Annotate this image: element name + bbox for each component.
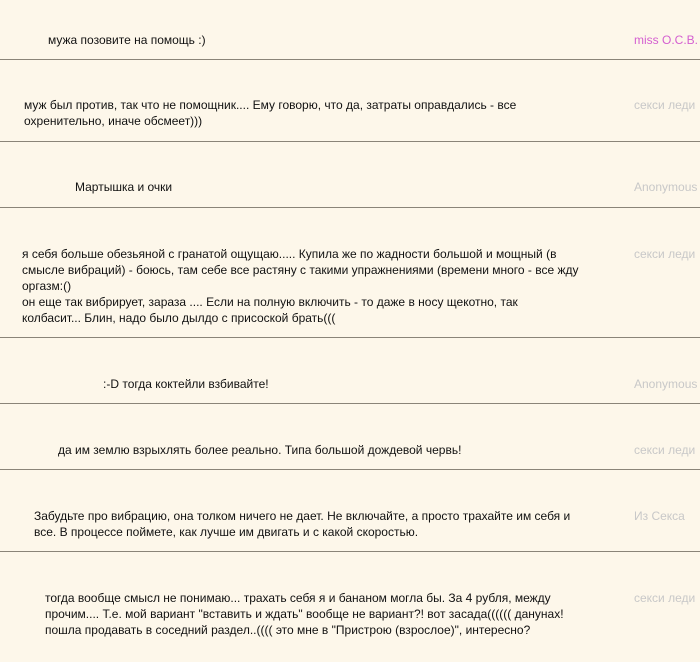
comment-line: охренительно, иначе обсмеет))) xyxy=(24,114,203,128)
comment-line: :-D тогда коктейли взбивайте! xyxy=(103,377,269,391)
comment-line: пошла продавать в соседний раздел..(((( это мне в "Пристрою (взрослое)", интересно? xyxy=(45,623,531,637)
comment-line: мужа позовите на помощь :) xyxy=(48,33,206,47)
comment-text xyxy=(45,590,564,638)
comment-line: да им землю взрыхлять более реально. Типа большой дождевой червь! xyxy=(58,443,462,457)
comment-text xyxy=(103,376,269,392)
comment-text xyxy=(58,442,461,458)
comment-line: Мартышка и очки xyxy=(75,180,173,194)
comment-divider xyxy=(0,337,700,338)
comment-divider xyxy=(0,207,700,208)
comment-text xyxy=(48,32,206,48)
comment-author[interactable]: Anonymous xyxy=(634,180,698,194)
comment-divider xyxy=(0,59,700,60)
comment-divider xyxy=(0,403,700,404)
comment-line: все. В процессе поймете, как лучше им двигать и с какой скоростью. xyxy=(34,525,419,539)
comment-line: колбасит... Блин, надо было дылдо с присоской брать((( xyxy=(22,311,336,325)
comment-line: я себя больше обезьяной с гранатой ощущаю..... Купила же по жадности большой и мощный (в xyxy=(22,247,557,261)
comment-author[interactable]: секси леди xyxy=(634,591,696,605)
comment-author[interactable]: Anonymous xyxy=(634,377,698,391)
comment-author[interactable]: секси леди xyxy=(634,247,696,261)
comment-author[interactable]: секси леди xyxy=(634,443,696,457)
comment-author[interactable]: Из Секса xyxy=(634,509,685,523)
comment-line: прочим.... Т.е. мой вариант "вставить и ждать" вообще не вариант?! вот засада(((((( данунах! xyxy=(45,607,564,621)
comment-line: смысле вибраций) - боюсь, там себе все растяну с такими упражнениями (времени много - все жду xyxy=(22,263,579,277)
comment-line: муж был против, так что не помощник.... Ему говорю, что да, затраты оправдались - все xyxy=(24,98,517,112)
comment-divider xyxy=(0,551,700,552)
comment-line: Забудьте про вибрацию, она толком ничего не дает. Не включайте, а просто трахайте им себя и xyxy=(34,509,571,523)
comment-text xyxy=(24,97,516,129)
comment-line: тогда вообще смысл не понимаю... трахать себя я и бананом могла бы. За 4 рубля, между xyxy=(45,591,551,605)
comment-author[interactable]: секси леди xyxy=(634,98,696,112)
comment-divider xyxy=(0,469,700,470)
comment-line: он еще так вибрирует, зараза .... Если на полную включить - то даже в носу щекотно, так xyxy=(22,295,518,309)
comment-line: оргазм:() xyxy=(22,279,72,293)
comment-text xyxy=(34,508,570,540)
comment-author[interactable]: miss O.C.B. xyxy=(634,33,699,47)
comment-text xyxy=(75,179,172,195)
comment-text xyxy=(22,246,579,326)
comment-divider xyxy=(0,141,700,142)
